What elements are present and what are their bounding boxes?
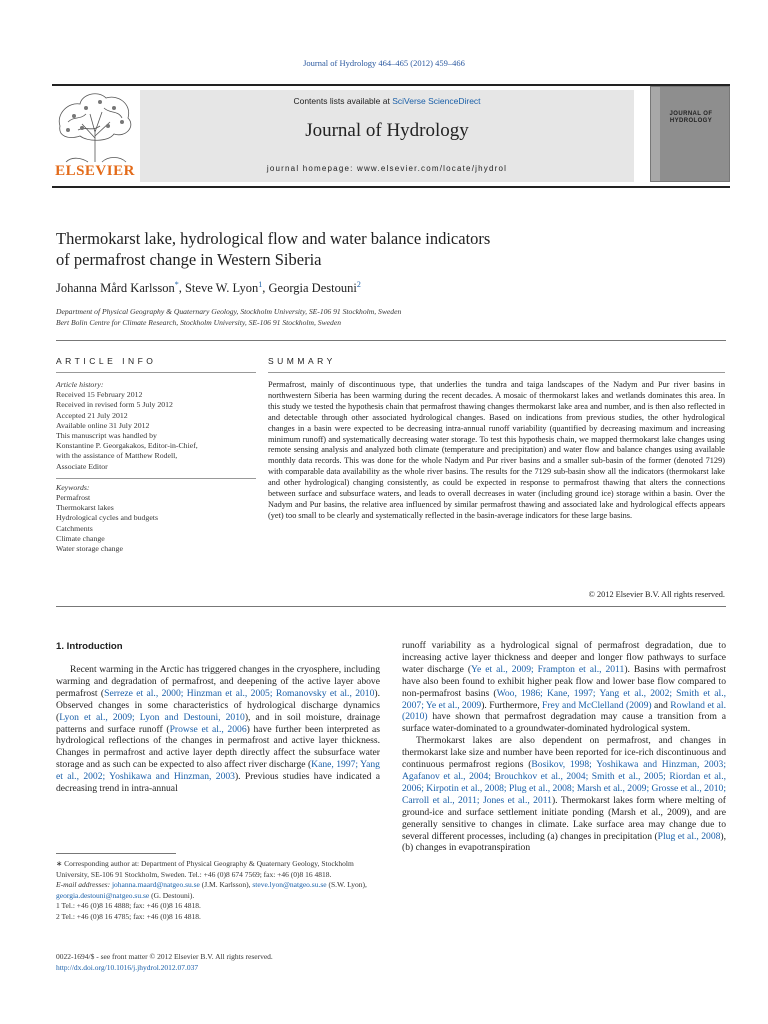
history-line: Associate Editor xyxy=(56,461,108,471)
email-link[interactable]: steve.lyon@natgeo.su.se xyxy=(252,880,327,890)
cover-title: JOURNAL OF HYDROLOGY xyxy=(669,111,713,124)
header-top-rule xyxy=(52,84,730,86)
email-owner: (G. Destouni). xyxy=(149,890,195,900)
body-text: have shown that permafrost degradation may cause a transition from a surface water-dominated to a groundwater-dominated hydrological system. xyxy=(402,711,726,735)
body-text: ). Basins with permafrost have also been found to exhibit higher peak flow and lower base flow compared to non-permafrost basins ( xyxy=(402,663,727,699)
cover-spine xyxy=(651,87,660,182)
body-text: ). Previous studies have indicated a decreasing trend in intra-annual xyxy=(56,771,380,795)
article-info xyxy=(56,380,256,554)
contents-prefix: Contents lists available at xyxy=(293,96,393,106)
body-column-left xyxy=(56,664,380,795)
journal-citation[interactable]: Journal of Hydrology 464–465 (2012) 459–466 xyxy=(303,58,465,68)
citation-link[interactable]: Serreze et al., 2000; Hinzman et al., 2005; Romanovsky et al., 2010 xyxy=(104,687,375,699)
citation-link[interactable]: Plug et al., 2008 xyxy=(657,830,721,842)
email-owner: (J.M. Karlsson), xyxy=(199,880,253,890)
email-link[interactable]: johanna.maard@natgeo.su.se xyxy=(111,880,200,890)
introduction-heading: 1. Introduction xyxy=(56,641,123,652)
author-name[interactable]: Johanna Mård Karlsson xyxy=(56,281,175,296)
body-text: and xyxy=(651,699,671,711)
citation-link[interactable]: Kane, 1997; Yang et al., 2002; Yoshikawa and Hinzman, 2003 xyxy=(56,759,380,783)
body-paragraph xyxy=(56,664,380,795)
paper-title-line-2: of permafrost change in Western Siberia xyxy=(56,250,322,269)
contents-line xyxy=(140,96,634,106)
summary-rule xyxy=(268,372,725,373)
journal-title: Journal of Hydrology xyxy=(305,120,469,141)
body-paragraph xyxy=(402,735,726,854)
history-line: Received 15 February 2012 xyxy=(56,390,143,400)
citation-link[interactable]: Prowse et al., 2006 xyxy=(169,723,247,735)
author-name[interactable]: Georgia Destouni xyxy=(268,281,357,296)
keyword: Hydrological cycles and budgets xyxy=(56,513,158,523)
body-text: ), (b) changes in evapotranspiration xyxy=(402,830,727,854)
author-separator: , xyxy=(262,281,269,296)
meta-bottom-rule xyxy=(56,606,726,607)
summary-copyright: © 2012 Elsevier B.V. All rights reserved. xyxy=(588,590,725,599)
affiliation-line: Bert Bolin Centre for Climate Research, Stockholm University, SE-106 91 Stockholm, Sweden xyxy=(56,318,341,327)
body-text: ). Thermokarst lakes form where melting of ground-ice and surface settlement initiate ponding (Marsh et al., 2009), and are generally sensitive to changes in climate. Lake surface area may change due to several different processes, including (a) changes in precipitation ( xyxy=(402,794,726,842)
history-line: Konstantine P. Georgakakos, Editor-in-Chief, xyxy=(56,441,198,451)
author-separator: , xyxy=(178,281,185,296)
keyword: Thermokarst lakes xyxy=(56,503,114,513)
article-info-rule xyxy=(56,372,256,373)
sciencedirect-link[interactable]: SciVerse ScienceDirect xyxy=(392,96,481,106)
affiliations xyxy=(56,306,716,328)
author-mark[interactable]: 2 xyxy=(356,280,361,289)
footnote-rule xyxy=(56,853,176,854)
citation-link[interactable]: Ye et al., 2009; Frampton et al., 2011 xyxy=(471,663,625,675)
footnote-2: 2 Tel.: +46 (0)8 16 4785; fax: +46 (0)8 16 4818. xyxy=(56,911,201,921)
body-column-right xyxy=(402,640,726,854)
elsevier-wordmark: ELSEVIER xyxy=(55,163,135,179)
keyword: Climate change xyxy=(56,533,105,543)
keywords-divider xyxy=(56,478,256,479)
history-line: Received in revised form 5 July 2012 xyxy=(56,400,173,410)
paper-title-line-1: Thermokarst lake, hydrological flow and water balance indicators xyxy=(56,229,491,248)
citation-link[interactable]: Frey and McClelland (2009) xyxy=(542,699,652,711)
header-bottom-rule xyxy=(52,186,730,188)
affiliation-line: Department of Physical Geography & Quaternary Geology, Stockholm University, SE-106 91 Stockholm, Sweden xyxy=(56,307,402,316)
journal-homepage[interactable]: journal homepage: www.elsevier.com/locate/jhydrol xyxy=(266,164,508,173)
email-label: E-mail addresses: xyxy=(56,880,111,890)
author-name[interactable]: Steve W. Lyon xyxy=(184,281,259,296)
author-mark[interactable]: 1 xyxy=(258,280,263,289)
summary-text: Permafrost, mainly of discontinuous type, that underlies the tundra and taiga landscapes of the Nadym and Pur river basins in northwestern Siberia has been warming during the recent decades. A mosaic of thermokarst lakes and wetlands dominates this area. In this study we tested the hypothesis chain that permafrost thawing changes thermokarst lake area and number, and is then also reflected in and detectable through other associated hydrological changes. Based on indications from previous studies, the other hydrological changes in a basin were expected to be decreasing intra-annual runoff variability (quantified by decreasing maximum and increasing minimum runoff) and systematically decreasing water storage. To test this hypothesis chain, we mapped thermokarst lake changes using remote sensing analysis and analyzed both climate (temperature and precipitation) and water flow and balance changes using available monthly data records. This was done for the whole Nadym and Pur river basins and a smaller sub-basin of the former (denoted 7129) with comparable data availability as the whole river basins. The results for the 7129 sub-basin show all the indicators (thermokarst lake and other hydrological) changing consistently, as could be expected in response to permafrost thawing that alters the connections between surface and subsurface waters, and leads to overall decreases in water (including ground ice) storage within a basin. Over the Nadym and Pur basins, the relative area influenced by similar permafrost thawing and associated lake and hydrological effects appears (yet) too small to be clearly and systematically reflected in the basin-average indicators for these large basins. xyxy=(268,380,725,520)
history-line: This manuscript was handled by xyxy=(56,431,157,441)
corresponding-author-note: ∗ Corresponding author at: Department of Physical Geography & Quaternary Geology, Stockholm University, SE-106 91 Stockholm, Sweden. Tel.: +46 (0)8 674 7569; fax: +46 (0)8 16 4818. xyxy=(56,859,354,879)
keyword: Permafrost xyxy=(56,493,91,503)
doi-link[interactable]: http://dx.doi.org/10.1016/j.jhydrol.2012.07.037 xyxy=(56,962,199,972)
keyword: Catchments xyxy=(56,523,93,533)
footnotes xyxy=(56,859,380,923)
citation-link[interactable]: Bosikov, 1998; Yoshikawa and Hinzman, 2003; Agafanov et al., 2004; Brouchkov et al., 2004; Smith et al., 2005; Riordan et al., 2006; Kirpotin et al., 2008; Plug et al., 2008; Marsh et al., 2009; Grosse et al., 2010; Carroll et al., 2011; Jones et al., 2011 xyxy=(402,759,726,806)
body-text: Thermokarst lakes are also dependent on permafrost, and changes in thermokarst lake size and number have been reported for ice-rich discontinuous and continuous permafrost regions ( xyxy=(402,735,726,771)
body-text: ), and in soil moisture, drainage patterns and surface runoff ( xyxy=(56,711,380,735)
front-matter xyxy=(56,952,380,974)
history-line: Accepted 21 July 2012 xyxy=(56,410,128,420)
citation-link[interactable]: Lyon et al., 2009; Lyon and Destouni, 2010 xyxy=(59,711,245,723)
keyword: Water storage change xyxy=(56,544,123,554)
journal-cover-image xyxy=(650,86,730,182)
citation-link[interactable]: Woo, 1986; Kane, 1997; Yang et al., 2002; Smith et al., 2007; Ye et al., 2009 xyxy=(402,687,726,711)
email-link[interactable]: georgia.destouni@natgeo.su.se xyxy=(56,890,150,900)
paper-title xyxy=(56,228,716,270)
meta-top-rule xyxy=(56,340,726,341)
body-text: ) have further been interpreted as hydrological reflections of the changes in permafrost and active layer thickness. Changes in permafrost and active layer depth directly affect the subsurface water storage and as such can be expected to also affect river discharge ( xyxy=(56,723,380,771)
issn-line: 0022-1694/$ - see front matter © 2012 Elsevier B.V. All rights reserved. xyxy=(56,952,273,961)
email-addresses xyxy=(56,880,380,901)
body-text: ). Observed changes in some characteristics of hydrological discharge dynamics ( xyxy=(56,687,380,723)
history-line: with the assistance of Matthew Rodell, xyxy=(56,451,178,461)
citation-link[interactable]: Rowland et al. (2010) xyxy=(402,699,726,723)
article-info-heading: ARTICLE INFO xyxy=(56,356,157,366)
footnote-1: 1 Tel.: +46 (0)8 16 4888; fax: +46 (0)8 16 4818. xyxy=(56,901,201,911)
author-mark[interactable]: * xyxy=(174,280,179,289)
history-line: Available online 31 July 2012 xyxy=(56,420,150,430)
keywords-label: Keywords: xyxy=(56,482,90,492)
summary-heading: SUMMARY xyxy=(268,356,336,366)
author-list xyxy=(56,280,716,296)
body-text: ). Furthermore, xyxy=(481,699,543,711)
history-label: Article history: xyxy=(56,380,104,389)
email-owner: (S.W. Lyon), xyxy=(326,880,367,890)
body-text: Recent warming in the Arctic has triggered changes in the cryosphere, including warming and degradation of permafrost, and deepening of the active layer above permafrost ( xyxy=(56,664,380,699)
body-paragraph xyxy=(402,640,726,735)
body-text: runoff variability as a hydrological signal of permafrost degradation, due to increasing active layer thickness and deeper and longer flow pathways to surface water discharge ( xyxy=(402,640,726,675)
